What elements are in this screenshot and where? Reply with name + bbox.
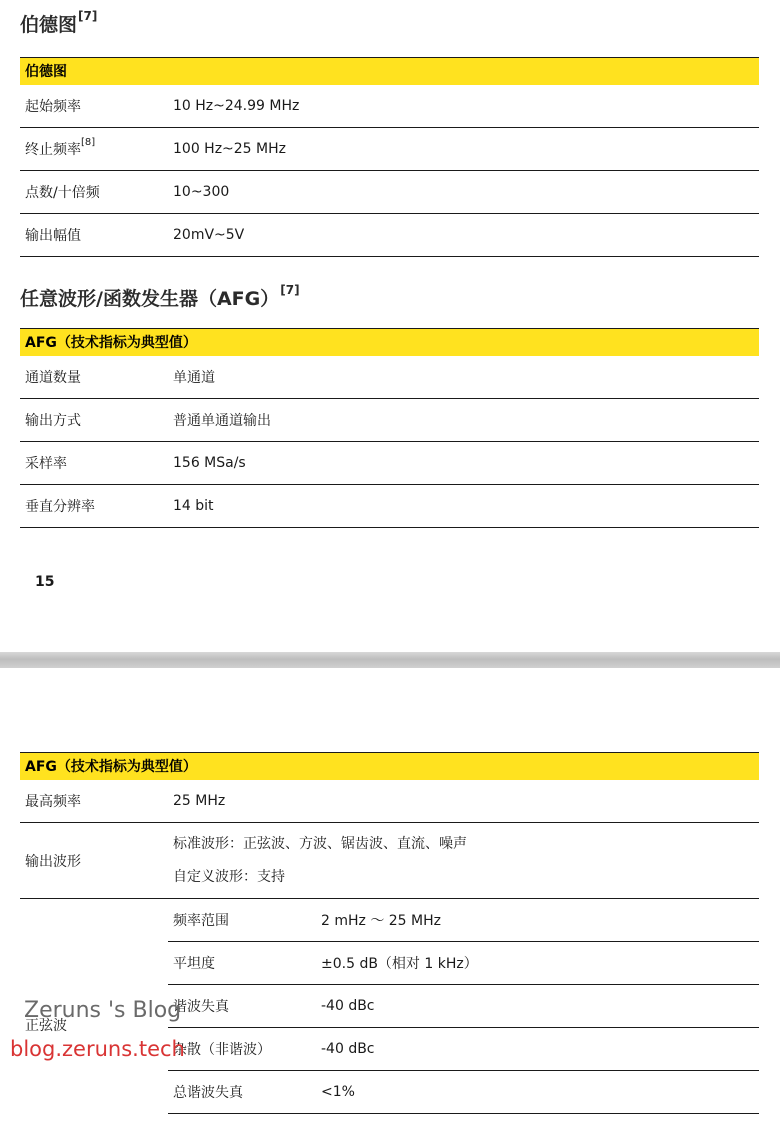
table-row bbox=[20, 85, 759, 128]
sub-row-value: ±0.5 dB（相对 1 kHz） bbox=[316, 942, 759, 985]
table-row bbox=[20, 356, 759, 399]
row-label: 输出幅值 bbox=[20, 214, 168, 257]
row-value: 100 Hz~25 MHz bbox=[168, 128, 759, 171]
row-value: 10 Hz~24.99 MHz bbox=[168, 85, 759, 128]
sub-row-value: -40 dBc bbox=[316, 985, 759, 1028]
sub-row-label: 总谐波失真 bbox=[168, 1071, 316, 1114]
table-row bbox=[20, 399, 759, 442]
afg-table-header: AFG（技术指标为典型值） bbox=[20, 329, 759, 356]
bode-heading bbox=[20, 10, 97, 37]
waveform-custom: 自定义波形：支持 bbox=[173, 868, 285, 885]
row-label: 终止频率[8] bbox=[20, 128, 168, 171]
row-label: 点数/十倍频 bbox=[20, 171, 168, 214]
table-row bbox=[20, 823, 759, 899]
row-value: 156 MSa/s bbox=[168, 442, 759, 485]
sub-row-label: 谐波失真 bbox=[168, 985, 316, 1028]
row-label: 输出波形 bbox=[20, 823, 168, 899]
page-number: 15 bbox=[35, 574, 55, 590]
row-label: 垂直分辨率 bbox=[20, 485, 168, 528]
afg-continued-header: AFG（技术指标为典型值） bbox=[20, 753, 759, 780]
afg-heading bbox=[20, 284, 300, 311]
sub-row-value: 2 mHz ～ 25 MHz bbox=[316, 899, 759, 942]
row-label: 通道数量 bbox=[20, 356, 168, 399]
sine-label: 正弦波 bbox=[25, 1018, 67, 1035]
table-row bbox=[20, 442, 759, 485]
table-row bbox=[20, 171, 759, 214]
row-value: 14 bit bbox=[168, 485, 759, 528]
watermark-blog-name: Zeruns 's Blog bbox=[24, 998, 182, 1023]
afg-heading-ref: [7] bbox=[280, 282, 300, 297]
bode-heading-ref: [7] bbox=[78, 8, 98, 23]
row-label: 起始频率 bbox=[20, 85, 168, 128]
table-row bbox=[20, 214, 759, 257]
table-row bbox=[20, 128, 759, 171]
bode-table-header: 伯德图 bbox=[20, 58, 759, 85]
sub-row-label: 平坦度 bbox=[168, 942, 316, 985]
footnote-ref: [8] bbox=[81, 137, 96, 149]
row-value: 25 MHz bbox=[168, 780, 759, 823]
afg-heading-text: 任意波形/函数发生器（AFG） bbox=[20, 288, 280, 310]
row-value: 20mV~5V bbox=[168, 214, 759, 257]
page-separator bbox=[0, 652, 780, 668]
sub-row-label: 频率范围 bbox=[168, 899, 316, 942]
row-value: 普通单通道输出 bbox=[168, 399, 759, 442]
row-value: 10~300 bbox=[168, 171, 759, 214]
sub-row-value: <1% bbox=[316, 1071, 759, 1114]
row-value bbox=[168, 823, 759, 899]
waveform-standard: 标准波形：正弦波、方波、锯齿波、直流、噪声 bbox=[173, 835, 467, 852]
row-label: 最高频率 bbox=[20, 780, 168, 823]
sub-row-value: -40 dBc bbox=[316, 1028, 759, 1071]
sub-row-label: 杂散（非谐波） bbox=[168, 1028, 316, 1071]
bode-heading-text: 伯德图 bbox=[20, 14, 78, 36]
table-row bbox=[20, 780, 759, 823]
row-label: 采样率 bbox=[20, 442, 168, 485]
watermark-blog-url: blog.zeruns.tech bbox=[10, 1037, 185, 1061]
row-value: 单通道 bbox=[168, 356, 759, 399]
table-row bbox=[20, 485, 759, 528]
bode-spec-table bbox=[20, 57, 759, 257]
table-row bbox=[20, 899, 759, 942]
afg-spec-table bbox=[20, 328, 759, 528]
row-label: 输出方式 bbox=[20, 399, 168, 442]
